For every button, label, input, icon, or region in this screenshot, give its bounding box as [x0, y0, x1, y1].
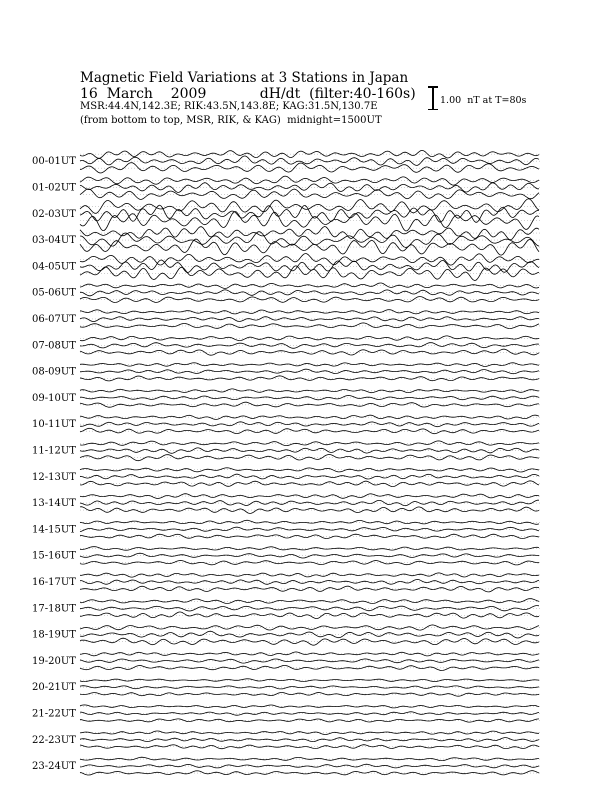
- trace-rik: [80, 290, 539, 296]
- hour-label: 21-22UT: [32, 708, 76, 720]
- trace-rik: [80, 395, 539, 399]
- stations-line: MSR:44.4N,142.3E; RIK:43.5N,143.8E; KAG:31.5N,130.7E: [80, 101, 378, 112]
- hour-label: 16-17UT: [32, 576, 76, 588]
- trace-kag: [80, 310, 539, 314]
- trace-kag: [80, 547, 539, 551]
- trace-msr: [80, 638, 539, 645]
- trace-msr: [80, 402, 539, 407]
- trace-rik: [80, 764, 539, 768]
- hour-label: 17-18UT: [32, 603, 76, 615]
- trace-msr: [80, 612, 539, 619]
- trace-msr: [80, 163, 539, 173]
- hour-label: 05-06UT: [32, 287, 76, 299]
- hour-label: 23-24UT: [32, 761, 76, 773]
- trace-rik: [80, 500, 539, 506]
- hour-label: 18-19UT: [32, 629, 76, 641]
- hour-label: 13-14UT: [32, 498, 76, 510]
- hour-label: 07-08UT: [32, 340, 76, 352]
- trace-msr: [80, 507, 539, 514]
- trace-kag: [80, 363, 539, 367]
- hour-label: 20-21UT: [32, 682, 76, 694]
- trace-rik: [80, 343, 539, 349]
- trace-kag: [80, 336, 539, 341]
- trace-rik: [80, 156, 539, 166]
- scale-label: 1.00 nT at T=80s: [440, 95, 527, 106]
- chart-title: Magnetic Field Variations at 3 Stations in Japan: [80, 70, 409, 86]
- hour-label: 14-15UT: [32, 524, 76, 536]
- hour-label: 10-11UT: [32, 419, 76, 431]
- hour-label: 19-20UT: [32, 655, 76, 667]
- hour-label: 03-04UT: [32, 235, 76, 247]
- trace-kag: [80, 494, 539, 499]
- hour-label: 02-03UT: [32, 208, 76, 220]
- date-filter-line: 16 March 2009 dH/dt (filter:40-160s): [80, 86, 416, 102]
- trace-msr: [80, 771, 539, 775]
- station-order-line: (from bottom to top, MSR, RIK, & KAG) midnight=1500UT: [80, 115, 382, 126]
- hour-label: 04-05UT: [32, 261, 76, 273]
- trace-rik: [80, 422, 539, 427]
- hour-label: 15-16UT: [32, 550, 76, 562]
- hour-label: 00-01UT: [32, 156, 76, 168]
- trace-kag: [80, 389, 539, 393]
- trace-kag: [80, 573, 539, 577]
- hour-label: 09-10UT: [32, 392, 76, 404]
- hour-label: 08-09UT: [32, 366, 76, 378]
- hour-label: 11-12UT: [32, 445, 76, 457]
- trace-kag: [80, 599, 539, 604]
- hour-label: 22-23UT: [32, 734, 76, 746]
- trace-rik: [80, 712, 539, 715]
- hour-label: 06-07UT: [32, 313, 76, 325]
- trace-msr: [80, 189, 539, 199]
- trace-kag: [80, 150, 539, 158]
- hour-label: 12-13UT: [32, 471, 76, 483]
- hour-label: 01-02UT: [32, 182, 76, 194]
